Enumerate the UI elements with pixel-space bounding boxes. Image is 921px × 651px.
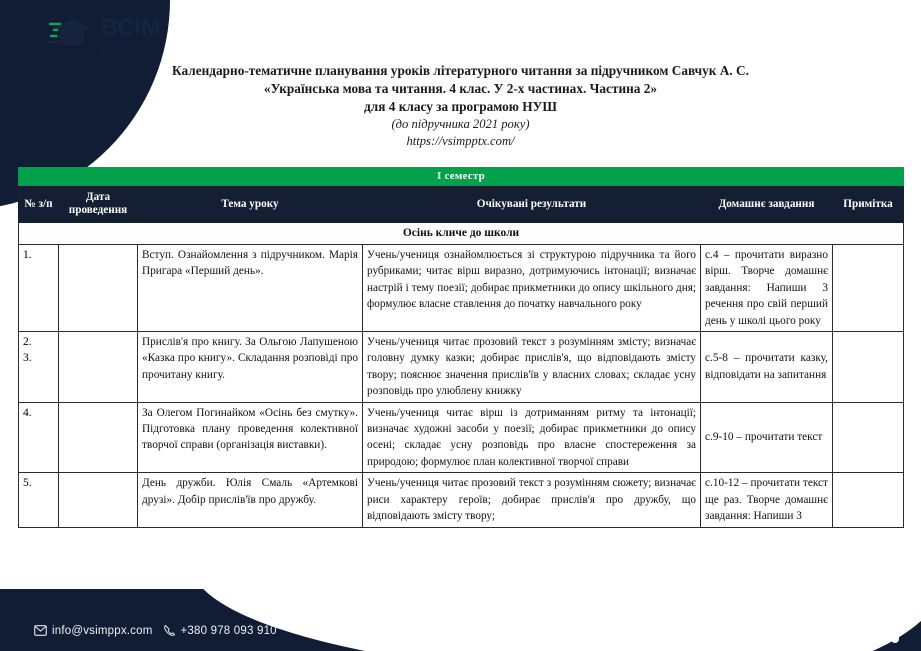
column-header-date: Дата проведення [59,186,138,223]
equalizer-bars-decoration [826,573,899,643]
page-footer [0,589,921,651]
column-header-note: Примітка [833,186,904,223]
title-line-2: «Українська мова та читання. 4 клас. У 2-х частинах. Частина 2» [263,81,658,96]
row-topic: Прислів'я про книгу. За Ольгою Лапушеною «Казка про книгу». Складання розповіді про прочитану книгу. [138,332,363,403]
row-number: 5. [19,473,59,527]
brand-logo [48,16,161,54]
lesson-plan-table [18,167,904,528]
table-row [19,402,904,473]
footer-curve-decoration [191,589,921,651]
footer-phone[interactable]: +380 978 093 910 [180,624,277,637]
document-title-block [0,62,921,150]
table-row [19,332,904,403]
row-results: Учень/учениця читає прозовий текст з розумінням змісту; визначає головну думку казки; добирає прислів'я, що відповідають змісту твору; пояснює значення прислів'їв у власних словах; складає усну розповідь про улюблену книжку [363,332,701,403]
row-note[interactable] [833,402,904,473]
title-line-1: Календарно-тематичне планування уроків літературного читання за підручником Савчук А. С. [172,63,749,78]
column-header-homework: Домашнє завдання [701,186,833,223]
footer-email[interactable]: info@vsimppx.com [52,624,153,637]
table-row [19,473,904,527]
table-row [19,245,904,332]
phone-icon [163,624,176,637]
logo-wordmark: ВСІМ [101,14,161,40]
row-note[interactable] [833,473,904,527]
semester-banner-row [19,168,904,186]
row-homework: с.5-8 – прочитати казку, відповідати на запитання [701,332,833,403]
title-line-4: (до підручника 2021 року) [391,117,530,131]
table-header-row [19,186,904,223]
source-url: https://vsimpptx.com/ [406,134,515,148]
row-number: 4. [19,402,59,473]
row-topic: За Олегом Погинайком «Осінь без смутку». Підготовка плану проведення колективної творчої справи (організація виставки). [138,402,363,473]
row-homework: с.9-10 – прочитати текст [701,402,833,473]
row-homework: с.4 – прочитати виразно вірш. Творче домашнє завдання: Напиши 3 речення про свій перший день у школі цього року [701,245,833,332]
row-date[interactable] [59,332,138,403]
row-homework: с.10-12 – прочитати текст ще раз. Творче домашнє завдання: Напиши 3 [701,473,833,527]
semester-banner-label: I семестр [19,168,904,186]
row-date[interactable] [59,473,138,527]
row-results: Учень/учениця ознайомлюється зі структурою підручника та його рубриками; читає вірш виразно, дотримуючись інтонації; визначає настрій і тему поезії; добирає прикметники до опису шкільного дня; формулює власне ставлення до початку навчального року [363,245,701,332]
footer-contact-info [34,624,277,637]
row-note[interactable] [833,245,904,332]
logo-subtitle: pptx [101,40,131,55]
section-title-row [19,223,904,245]
column-header-number: № з/п [19,186,59,223]
column-header-results: Очікувані результати [363,186,701,223]
row-number: 2. 3. [19,332,59,403]
row-note[interactable] [833,332,904,403]
row-date[interactable] [59,402,138,473]
row-number: 1. [19,245,59,332]
envelope-icon [34,625,47,636]
row-results: Учень/учениця читає вірш із дотриманням ритму та інтонації; визначає художні засоби у поезії; добирає прикметники до опису осені; складає усну розповідь про власне спостереження за природою; формулює план колективної творчої справи [363,402,701,473]
row-results: Учень/учениця читає прозовий текст з розумінням сюжету; визначає риси характеру героїв; добирає прислів'я про дружбу, що відповідають змісту твору; [363,473,701,527]
column-header-topic: Тема уроку [138,186,363,223]
title-line-3: для 4 класу за програмою НУШ [364,99,557,114]
row-date[interactable] [59,245,138,332]
graduation-cap-icon [48,17,94,54]
row-topic: День дружби. Юлія Смаль «Артемкові друзі». Добір прислів'їв про дружбу. [138,473,363,527]
section-title-label: Осінь кличе до школи [19,223,904,245]
row-topic: Вступ. Ознайомлення з підручником. Марія Пригара «Перший день». [138,245,363,332]
lesson-plan-table-wrapper [18,167,903,528]
